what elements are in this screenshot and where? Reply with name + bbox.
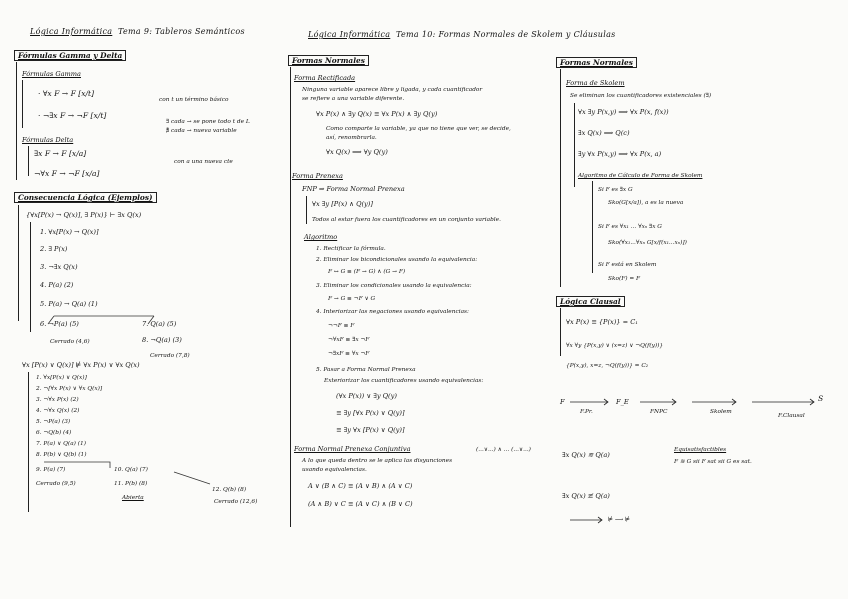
tableau-branches	[14, 0, 286, 599]
algorithm-step: 3. Eliminar los condicionales usando la equivalencia:	[316, 283, 472, 289]
equisat-label: Equisatisfactibles	[674, 447, 727, 453]
gamma-note-3: ∄ cada → nueva variable	[166, 128, 237, 134]
gamma-note-2: ∃ cada → se pone todo t de L	[166, 119, 250, 125]
rectified-text: se refiere a una variable diferente.	[302, 96, 405, 102]
chain-arrows	[556, 0, 844, 599]
fnp-note: Todos al estar fuera los cuantificadores en un conjunto variable.	[312, 217, 501, 223]
delta-rule-2: ¬∀x F → ¬F [x/a]	[34, 169, 100, 178]
tableau-line: 2. ∃ P(x)	[40, 245, 68, 253]
gamma-rule-1: · ∀x F → F [x/t]	[38, 89, 95, 98]
tableau-line: 1. ∀x[P(x) → Q(x)]	[40, 228, 99, 236]
gamma-heading: Fórmulas Gamma	[22, 70, 81, 78]
rectified-example: ∀x P(x) ∧ ∃y Q(x) ≡ ∀x P(x) ∧ ∃y Q(y)	[316, 110, 438, 118]
tableau-line: 1. ∀x[P(x) ∨ Q(x)]	[36, 375, 87, 381]
tema10-title: Lógica Informática Tema 10: Formas Normales de Skolem y Cláusulas	[308, 30, 616, 39]
chain-start: F	[560, 398, 565, 406]
tableau-line: 12. Q(b) (8)	[212, 487, 247, 493]
normal-forms-heading: Formas Normales	[288, 55, 369, 66]
distributive-law: A ∨ (B ∧ C) ≡ (A ∨ B) ∧ (A ∨ C)	[308, 482, 413, 490]
tableau-line: 7. P(a) ∨ Q(a) (1)	[36, 441, 86, 447]
skolem-step: Si F está en Skolem	[598, 262, 657, 268]
rectified-heading: Forma Rectificada	[294, 74, 356, 82]
tableau-line: 7. Q(a) (5)	[142, 320, 177, 328]
algorithm-equivalence: F → G ≡ ¬F ∨ G	[328, 296, 376, 302]
skolem-step: Si F es ∃x G	[598, 187, 633, 193]
algorithm-equivalence: F ↔ G ≡ (F → G) ∧ (G → F)	[328, 269, 406, 275]
algorithm-equivalence: (∀x P(x)) ∨ ∃y Q(y)	[336, 392, 397, 400]
chain-end: S	[818, 394, 824, 403]
skolem-example: ∃x Q(x) ⟹ Q(c)	[578, 129, 630, 137]
skolem-text: Se eliminan los cuantificadores existenciales (∃)	[570, 93, 712, 99]
tableau-line: 3. ¬∀x P(x) (2)	[36, 397, 79, 403]
tableau-line: 4. P(a) (2)	[40, 281, 74, 289]
gamma-delta-heading: Fórmulas Gamma y Delta	[14, 50, 126, 61]
rectified-example-2: ∀x Q(x) ⟹ ∀y Q(y)	[326, 148, 388, 156]
tableau-line: 10. Q(a) (7)	[114, 467, 148, 473]
tableau-line: 11. P(b) (8)	[114, 481, 148, 487]
branch-closed: Cerrado (9,5)	[36, 481, 76, 487]
fnp-definition: FNP ⇒ Forma Normal Prenexa	[302, 185, 405, 193]
clause-example: ∀x P(x) ≡ {P(x)} = C₁	[566, 318, 638, 326]
skolem-heading: Forma de Skolem	[566, 79, 625, 87]
consequence-heading: Consecuencia Lógica (Ejemplos)	[14, 192, 157, 203]
conjunctive-text: usando equivalencias.	[302, 467, 367, 473]
skolem-example: ∀x ∃y P(x,y) ⟹ ∀x P(x, f(x))	[578, 108, 669, 116]
clausal-heading: Lógica Clausal	[556, 296, 625, 307]
skolem-step: Sko(G[x/a]), a es la nueva	[608, 200, 684, 206]
chain-label: FNPC	[650, 409, 668, 415]
tableau-line: 5. ¬P(a) (3)	[36, 419, 71, 425]
fnp-example: ∀x ∃y [P(x) ∧ Q(y)]	[312, 200, 373, 208]
algorithm-equivalence: ¬∀xF ≡ ∃x ¬F	[328, 337, 370, 343]
algorithm-equivalence: ¬¬F ≡ F	[328, 323, 355, 329]
skolem-step: Sko(∀x₁...∀xₙ G[x/f(x₁...xₙ)])	[608, 240, 687, 246]
clause-example: {P(x,y), x=z, ¬Q(f(y))} = C₂	[566, 363, 649, 369]
tableau-line: 8. ¬Q(a) (3)	[142, 336, 182, 344]
tableau-line: 3. ¬∃x Q(x)	[40, 263, 78, 271]
tableau-line: 5. P(a) → Q(a) (1)	[40, 300, 98, 308]
non-equivalence-note: ⊭ ⟶ ⊭	[608, 517, 630, 523]
branch-closed: Cerrado (12,6)	[214, 499, 258, 505]
algorithm-equivalence: ¬∃xF ≡ ∀x ¬F	[328, 351, 370, 357]
algorithm-step: Exteriorizar los cuantificadores usando equivalencias:	[324, 378, 484, 384]
example-2-statement: ∀x [P(x) ∨ Q(x)] ⊭ ∀x P(x) ∨ ∀x Q(x)	[22, 361, 140, 369]
branch-closed: Cerrado (4,6)	[50, 339, 90, 345]
example-1-statement: {∀x[P(x) → Q(x)], ∃ P(x)} ⊢ ∃x Q(x)	[26, 211, 142, 219]
rectified-text: Ninguna variable aparece libre y ligada, y cada cuantificador	[302, 87, 483, 93]
tableau-line: 2. ¬[∀x P(x) ∨ ∀x Q(x)]	[36, 386, 103, 392]
tableau-line: 6. ¬P(a) (5)	[40, 320, 79, 328]
bracket	[306, 196, 307, 224]
rectified-note: así, renombrarla.	[326, 135, 377, 141]
chain-label: F.Pr.	[580, 409, 593, 415]
skolem-step: Sko(F) = F	[608, 276, 641, 282]
gamma-rule-2: · ¬∃x F → ¬F [x/t]	[38, 111, 107, 120]
conjunctive-heading: Forma Normal Prenexa Conjuntiva	[294, 445, 411, 453]
branch-open: Abierta	[122, 495, 144, 501]
delta-rule-1: ∃x F → F [x/a]	[34, 149, 87, 158]
equisat-example: ∃x Q(x) ≋ Q(a)	[562, 451, 610, 459]
tableau-line: 8. P(b) ∨ Q(b) (1)	[36, 452, 87, 458]
algorithm-heading: Algoritmo	[304, 233, 338, 241]
equisat-definition: F ≋ G sii F sat sii G es sat.	[674, 459, 752, 465]
conjunctive-form: (...∨...) ∧ ... (...∨...)	[476, 447, 531, 453]
chain-label: F.Clausal	[778, 413, 805, 419]
bracket	[290, 67, 291, 527]
tableau-line: 9. P(a) (7)	[36, 467, 66, 473]
chain-node: F_E	[616, 398, 629, 406]
chain-label: Skolem	[710, 409, 732, 415]
algorithm-step: 1. Rectificar la fórmula.	[316, 246, 386, 252]
clause-example: ∀x ∀y {P(x,y) ∨ (x=z) ∨ ¬Q(f(y))}	[566, 343, 664, 349]
algorithm-step: 4. Interiorizar las negaciones usando equivalencias:	[316, 309, 469, 315]
conjunctive-text: A lo que queda dentro se le aplica las disyunciones	[302, 458, 453, 464]
rectified-note: Como comparte la variable, ya que no tiene que ver, se decide,	[326, 126, 511, 132]
branch-closed: Cerrado (7,8)	[150, 353, 190, 359]
delta-note: con a una nueva cte	[174, 159, 233, 165]
prenex-heading: Forma Prenexa	[292, 172, 343, 180]
gamma-note: con t un término básico	[159, 97, 229, 103]
normal-forms-heading: Formas Normales	[556, 57, 637, 68]
skolem-example: ∃y ∀x P(x,y) ⟹ ∀x P(x, a)	[578, 150, 662, 158]
algorithm-step: 2. Eliminar los bicondicionales usando la equivalencia:	[316, 257, 478, 263]
non-equivalence-example: ∃x Q(x) ≢ Q(a)	[562, 492, 610, 500]
algorithm-equivalence: ≡ ∃y [∀x P(x) ∨ Q(y)]	[336, 409, 405, 417]
algorithm-equivalence: ≡ ∃y ∀x [P(x) ∨ Q(y)]	[336, 426, 405, 434]
tableau-line: 6. ¬Q(b) (4)	[36, 430, 72, 436]
distributive-law: (A ∧ B) ∨ C ≡ (A ∨ C) ∧ (B ∨ C)	[308, 500, 413, 508]
tableau-line: 4. ¬∀x Q(x) (2)	[36, 408, 80, 414]
skolem-step: Si F es ∀x₁ ... ∀xₙ ∃x G	[598, 224, 662, 230]
delta-heading: Fórmulas Delta	[22, 136, 74, 144]
algorithm-step: 5. Pasar a Forma Normal Prenexa	[316, 367, 416, 373]
skolem-algorithm-heading: Algoritmo de Cálculo de Forma de Skolem	[578, 173, 703, 179]
tema9-title: Lógica Informática Tema 9: Tableros Semánticos	[30, 27, 245, 36]
